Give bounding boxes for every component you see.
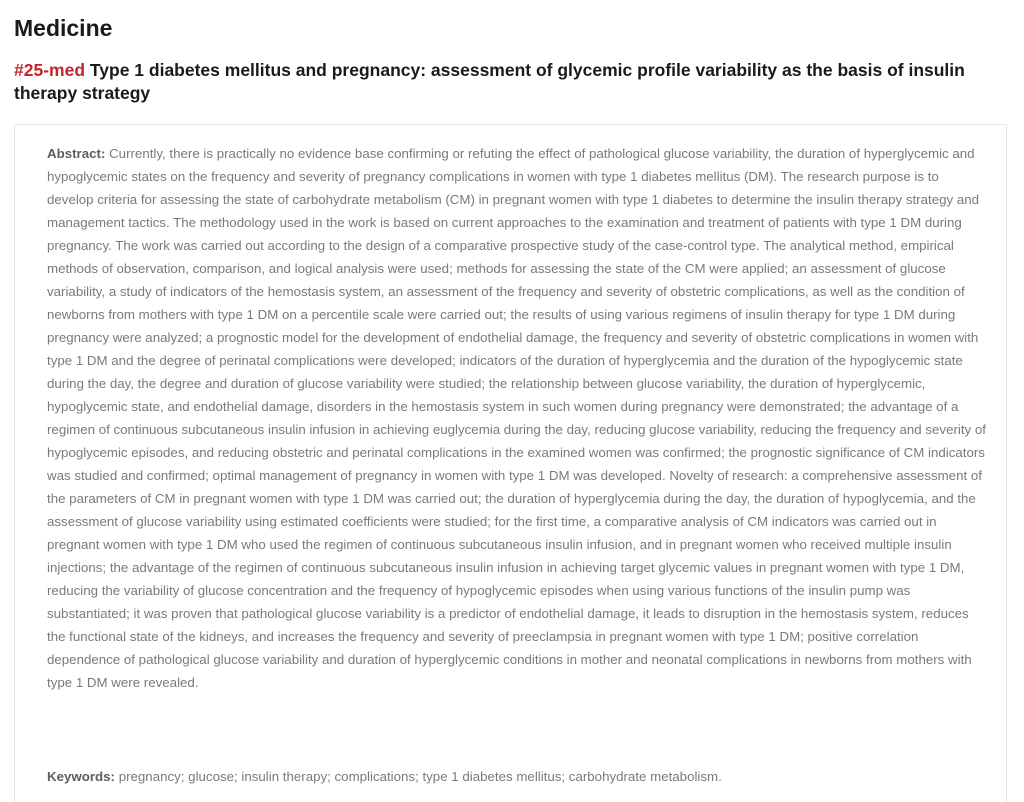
abstract-label: Abstract: xyxy=(47,146,106,161)
article-id: #25-med xyxy=(14,60,86,80)
article-title-text: Type 1 diabetes mellitus and pregnancy: assessment of glycemic profile variability as the basis of insulin therapy strategy xyxy=(14,60,965,103)
abstract-box xyxy=(14,124,1007,802)
keywords xyxy=(47,765,987,788)
section-title: Medicine xyxy=(14,15,113,41)
abstract-text: Currently, there is practically no evidence base confirming or refuting the effect of pathological glucose variability, the duration of hyperglycemic and hypoglycemic states on the frequency and severity of pregnancy complications in women with type 1 diabetes mellitus (DM). The research purpose is to develop criteria for assessing the state of carbohydrate metabolism (CM) in pregnant women with type 1 diabetes to determine the insulin therapy strategy and management tactics. The methodology used in the work is based on current approaches to the examination and treatment of patients with type 1 DM during pregnancy. The work was carried out according to the design of a comparative prospective study of the case-control type. The analytical method, empirical methods of observation, comparison, and logical analysis were used; methods for assessing the state of the CM were applied; an assessment of glucose variability, a study of indicators of the hemostasis system, an assessment of the frequency and severity of obstetric complications, as well as the condition of newborns from mothers with type 1 DM on a percentile scale were carried out; the results of using various regimens of insulin therapy for type 1 DM during pregnancy were analyzed; a prognostic model for the development of endothelial damage, the frequency and severity of obstetric complications in women with type 1 DM and the degree of perinatal complications were developed; indicators of the duration of hyperglycemia and the duration of the hypoglycemic state during the day, the degree and duration of glucose variability were studied; the relationship between glucose variability, the duration of hyperglycemic, hypoglycemic state, and endothelial damage, disorders in the hemostasis system in such women during pregnancy were demonstrated; the advantage of a regimen of continuous subcutaneous insulin infusion in achieving euglycemia during the day, reducing glucose variability, reducing the frequency and severity of hypoglycemic episodes, and reducing obstetric and perinatal complications in the examined women was confirmed; the prognostic significance of CM indicators was studied and confirmed; optimal management of pregnancy in women with type 1 DM was developed. Novelty of research: a comprehensive assessment of the parameters of CM in pregnant women with type 1 DM was carried out; the duration of hyperglycemia during the day, the duration of hypoglycemia, and the assessment of glucose variability using estimated coefficients were studied; for the first time, a comparative analysis of CM indicators was carried out in pregnant women with type 1 DM who used the regimen of continuous subcutaneous insulin infusion, and in pregnant women who received multiple insulin injections; the advantage of the regimen of continuous subcutaneous insulin infusion in achieving target glycemic values in pregnant women with type 1 DM, reducing the variability of glucose concentration and the frequency of hypoglycemic episodes when using various functions of the insulin pump was substantiated; it was proven that pathological glucose variability is a predictor of endothelial damage, it leads to disruption in the hemostasis system, reduces the functional state of the kidneys, and increases the frequency and severity of preeclampsia in pregnant women with type 1 DM; positive correlation dependence of pathological glucose variability and duration of hyperglycemic conditions in mother and neonatal complications in newborns from mothers with type 1 DM were revealed. xyxy=(47,146,986,690)
article-title xyxy=(14,59,1004,105)
keywords-text: pregnancy; glucose; insulin therapy; complications; type 1 diabetes mellitus; carbohydrate metabolism. xyxy=(118,769,722,784)
keywords-label: Keywords: xyxy=(47,769,115,784)
abstract xyxy=(47,142,987,694)
